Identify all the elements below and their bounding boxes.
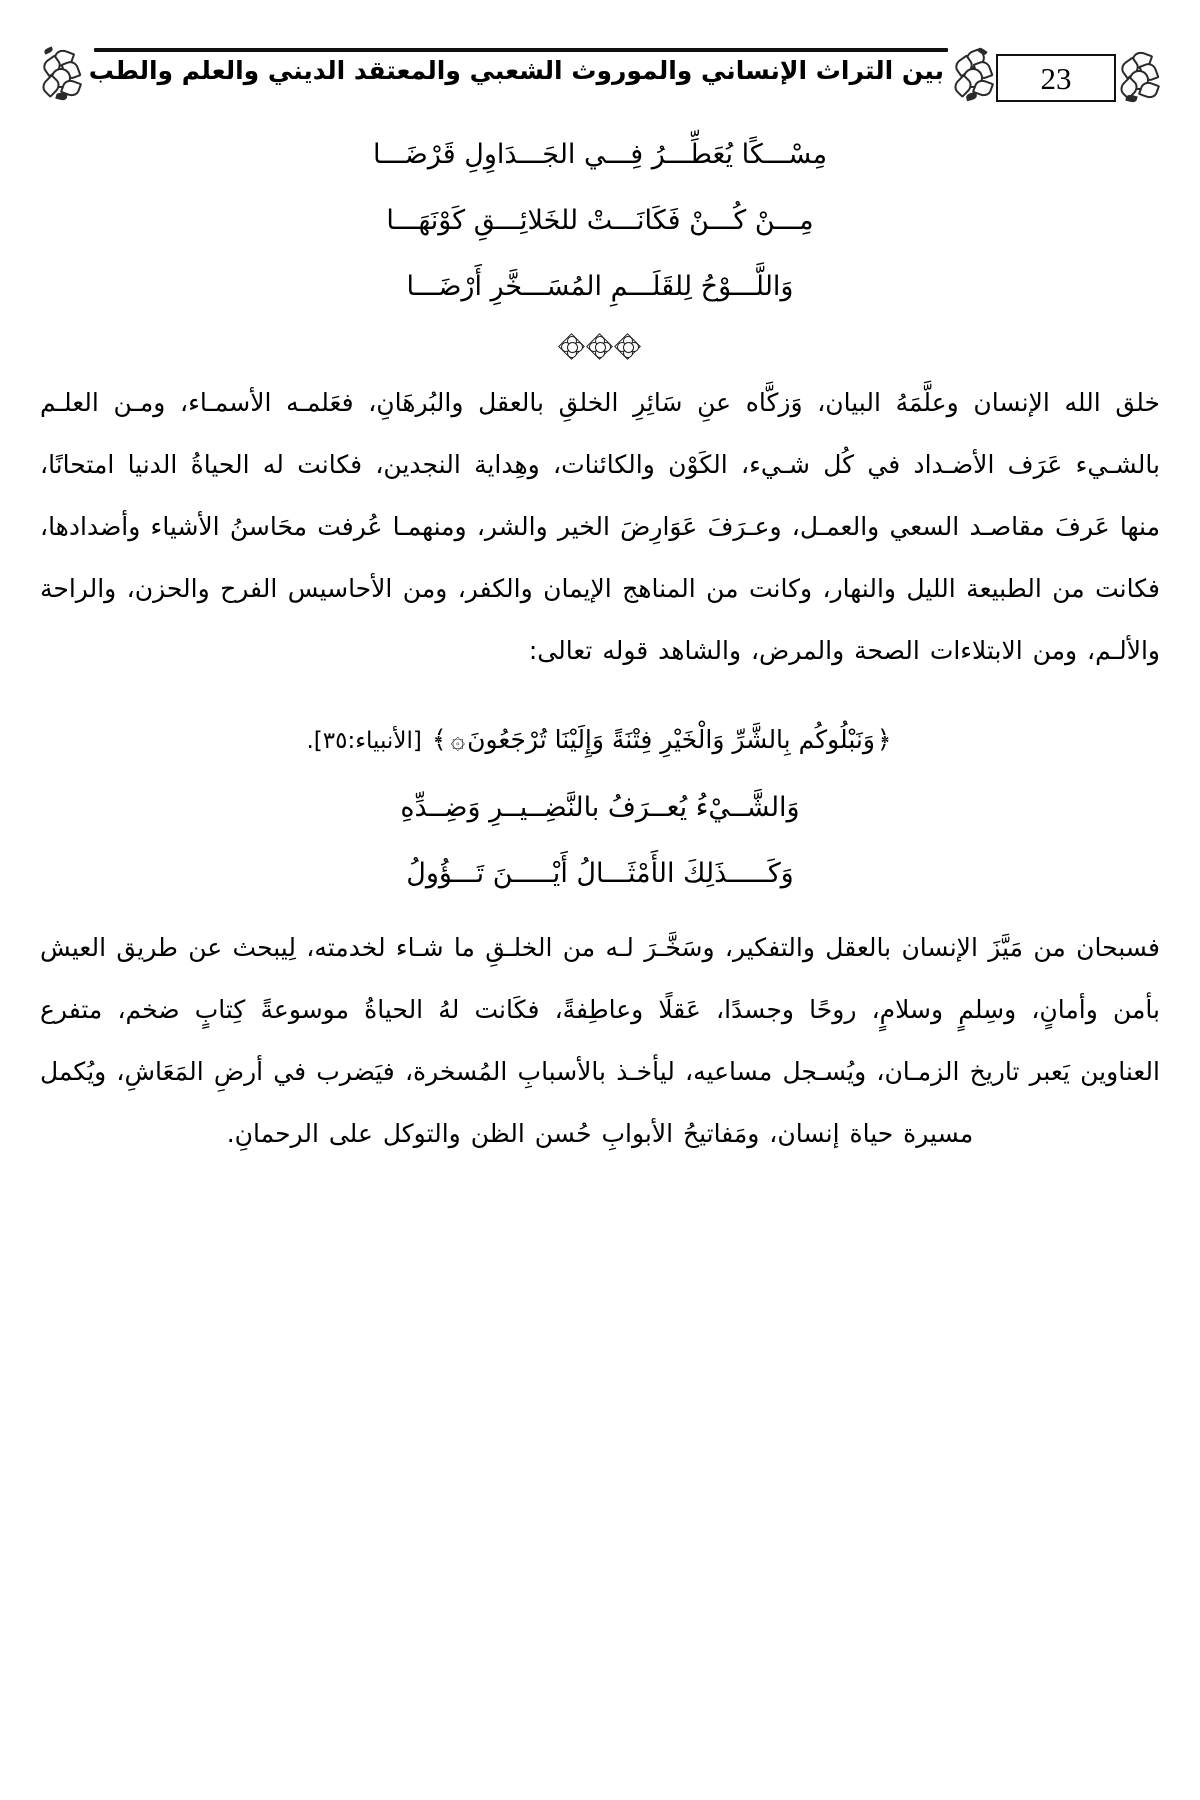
page-number-box <box>996 54 1116 102</box>
quran-close-bracket-icon: ﴾ <box>431 725 447 754</box>
paragraph-one: خلق الله الإنسان وعلَّمَهُ البيان، وَزكَّاه عنِ سَائِرِ الخلقِ بالعقل والبُرهَانِ، فعَلمـه الأسمـاء، ومـن العلـم بالشـيء عَرَف الأضـداد في كُل شـيء، الكَوْن والكائنات، وهِداية النجدين، فكانت له الحياةُ الدنيا امتحانًا، منها عَرفَ مقاصـد السعي والعمـل، وعـرَفَ عَوَارِضَ الخير والشر، ومنهمـا عُرفت محَاسنُ الأشياء وأضدادها، فكانت من الطبيعة الليل والنهار، وكانت من المناهج الإيمان والكفر، ومن الأحاسيس الفرح والحزن، والراحة والألـم، ومن الابتلاءات الصحة والمرض، والشاهد قوله تعالى: <box>40 388 1160 665</box>
page-number: 23 <box>1040 60 1072 96</box>
page-header <box>38 42 1162 104</box>
header-rule <box>94 48 948 52</box>
page-content <box>40 122 1160 1165</box>
quran-ayah-ornament-icon: ۞ <box>450 725 466 754</box>
verse-line: وَاللَّـــوْحُ لِلقَلَـــمِ المُسَـــخَّرِ أَرْضَـــا <box>406 271 794 302</box>
poetry-block-bottom <box>40 775 1160 907</box>
header-title-block <box>84 46 950 104</box>
paragraph-two: فسبحان من مَيَّزَ الإنسان بالعقل والتفكير، وسَخَّـرَ لـه من الخلـقِ ما شـاء لخدمته، لِيبحث عن طريق العيش بأمن وأمانٍ، وسِلمٍ وسلامٍ، روحًا وجسدًا، عَقلًا وعاطِفةً، فكَانت لهُ الحياةُ موسوعةً كِتابٍ ضخم، متفرع العناوين يَعبر تاريخ الزمـان، ويُسـجل مساعيه، ليأخـذ بالأسبابِ المُسخرة، فيَضرب في أرضِ المَعَاشِ، ويُكمل مسيرة حياة إنسان، ومَفاتيحُ الأبوابِ حُسن الظن والتوكل على الرحمانِ. <box>40 933 1160 1148</box>
rosette-ornament-icon <box>617 336 639 358</box>
ornament-divider <box>40 336 1160 358</box>
floral-ornament-icon <box>950 46 996 104</box>
quran-verse-text: وَنَبْلُوكُم بِالشَّرِّ وَالْخَيْرِ فِتْنَةً وَإِلَيْنَا تُرْجَعُونَ <box>467 725 875 754</box>
rosette-ornament-icon <box>561 336 583 358</box>
verse-line: وَكَـــــذَلِكَ الأَمْثَـــالُ أَيْـــــنَ تَـــؤُولُ <box>406 858 794 889</box>
quran-verse-line <box>40 708 1160 773</box>
verse-line: مِسْـــكًا يُعَطِّـــرُ فِـــي الجَـــدَاوِلِ قَرْضَـــا <box>372 139 828 170</box>
floral-ornament-icon <box>38 46 84 104</box>
floral-ornament-icon <box>1116 46 1162 104</box>
rosette-ornament-icon <box>589 336 611 358</box>
quran-open-bracket-icon: ﴿ <box>876 725 892 754</box>
poetry-block-top <box>40 122 1160 320</box>
running-title: بين التراث الإنساني والموروث الشعبي والمعتقد الديني والعلم والطب <box>88 56 944 85</box>
verse-line: وَالشَّــيْءُ يُعــرَفُ بالنَّضِــيــرِ وَضِــدِّهِ <box>400 792 800 823</box>
verse-line: مِـــنْ كُـــنْ فَكَانَـــتْ للخَلائِـــقِ كَوْنَهَـــا <box>386 205 814 236</box>
quran-citation: [الأنبياء:٣٥]. <box>306 728 422 754</box>
